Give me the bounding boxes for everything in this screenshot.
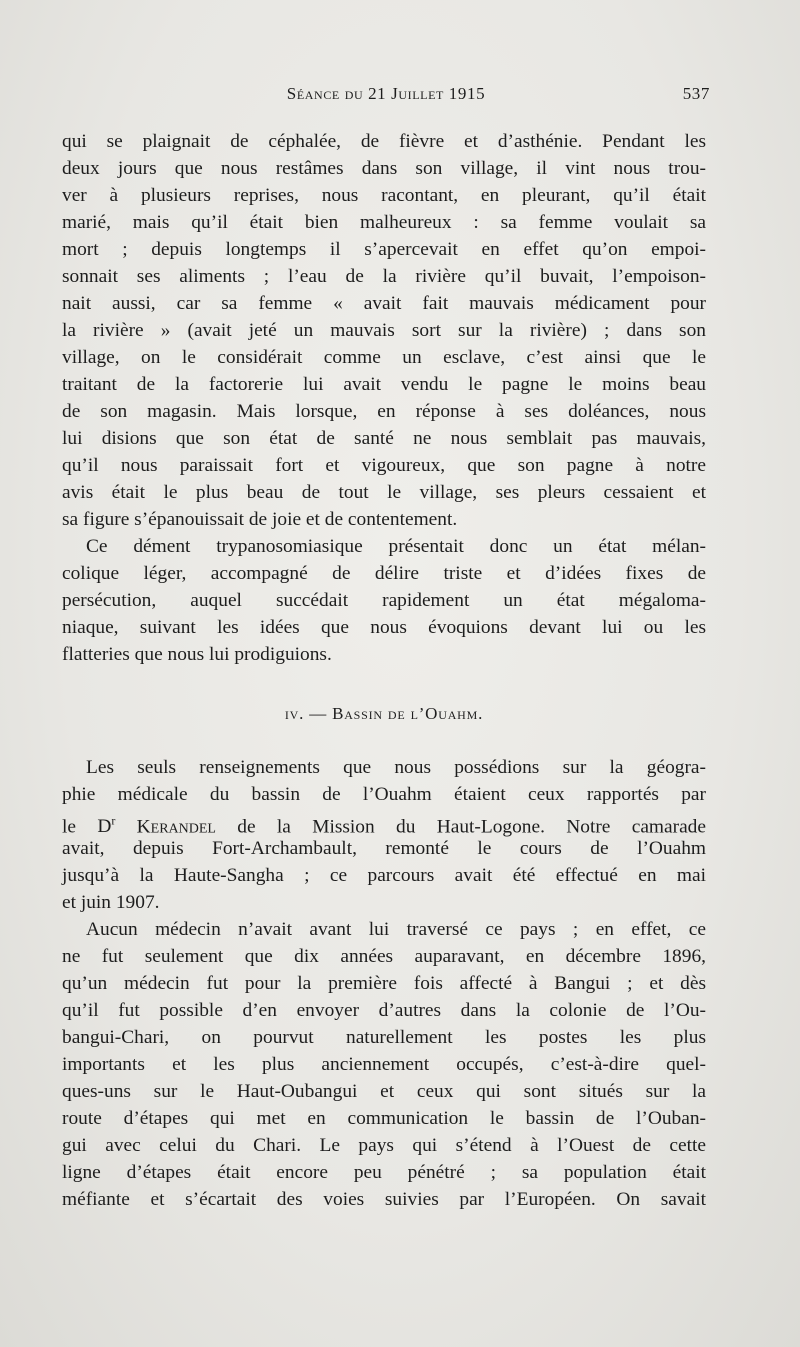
paragraph-2 [62,533,706,668]
text-line: ver à plusieurs reprises, nous racontant, en pleurant, qu’il était [62,185,706,206]
text-line: route d’étapes qui met en communication le bassin de l’Ouban- [62,1108,706,1129]
text-line: qu’un médecin fut pour la première fois affecté à Bangui ; et dès [62,973,706,994]
body-text [62,128,706,1213]
running-title: Séance du 21 Juillet 1915 [286,84,486,103]
text-line: village, on le considérait comme un esclave, c’est ainsi que le [62,347,706,368]
text-line: nait aussi, car sa femme « avait fait mauvais médicament pour [62,293,706,314]
text-line: ques-uns sur le Haut-Oubangui et ceux qui sont situés sur la [62,1081,706,1102]
text-line: Aucun médecin n’avait avant lui traversé ce pays ; en effet, ce [86,919,706,940]
paragraph-1 [62,128,706,533]
text-line: méfiante et s’écartait des voies suivies par l’Européen. On savait [62,1189,706,1210]
text-line: lui disions que son état de santé ne nous semblait pas mauvais, [62,428,706,449]
text-line: avis était le plus beau de tout le village, ses pleurs cessaient et [62,482,706,503]
text-line: jusqu’à la Haute-Sangha ; ce parcours avait été effectué en mai [62,865,706,886]
section-dash: — [309,704,327,723]
text-line: persécution, auquel succédait rapidement un état mégaloma- [62,590,706,611]
text-line: ligne d’étapes était encore peu pénétré ; sa population était [62,1162,706,1183]
text-line: la rivière » (avait jeté un mauvais sort sur la rivière) ; dans son [62,320,706,341]
text-line: qu’il fut possible d’en envoyer d’autres dans la colonie de l’Ou- [62,1000,706,1021]
text-line: et juin 1907. [62,892,160,913]
doctor-title: $D^r$ [97,814,116,838]
text-line: flatteries que nous lui prodiguions. [62,644,332,665]
text-line: sonnait ses aliments ; l’eau de la rivière qu’il buvait, l’empoison- [62,266,706,287]
text-line: sa figure s’épanouissait de joie et de contentement. [62,509,458,530]
text-line: Ce dément trypanosomiasique présentait donc un état mélan- [86,536,706,557]
text-line: le $D^r$ Kerandel de la Mission du Haut-Logone. Notre camarade [62,814,706,838]
section-heading [62,701,706,727]
text-line: importants et les plus anciennement occupés, c’est-à-dire quel- [62,1054,706,1075]
text-line: colique léger, accompagné de délire triste et d’idées fixes de [62,563,706,584]
text-line: de son magasin. Mais lorsque, en réponse à ses doléances, nous [62,401,706,422]
paragraph-3 [62,754,706,916]
text-line: Les seuls renseignements que nous possédions sur la géogra- [86,757,706,778]
doctor-name: Kerandel [136,816,216,838]
text-line: bangui-Chari, on pourvut naturellement les postes les plus [62,1027,706,1048]
text-line: deux jours que nous restâmes dans son village, il vint nous trou- [62,158,706,179]
text-line: avait, depuis Fort-Archambault, remonté le cours de l’Ouahm [62,838,706,859]
paragraph-4 [62,916,706,1213]
text-line: marié, mais qu’il était bien malheureux : sa femme voulait sa [62,212,706,233]
section-number: iv. [284,704,305,723]
text-line: phie médicale du bassin de l’Ouahm étaient ceux rapportés par [62,784,706,805]
text-line: qui se plaignait de céphalée, de fièvre et d’asthénie. Pendant les [62,131,706,152]
page-number: 537 [682,84,710,103]
text-line: traitant de la factorerie lui avait vendu le pagne le moins beau [62,374,706,395]
text-line: niaque, suivant les idées que nous évoquions devant lui ou les [62,617,706,638]
text-line: gui avec celui du Chari. Le pays qui s’étend à l’Ouest de cette [62,1135,706,1156]
text-line: ne fut seulement que dix années auparavant, en décembre 1896, [62,946,706,967]
text-line: qu’il nous paraissait fort et vigoureux, que son pagne à notre [62,455,706,476]
section-title: Bassin de l’Ouahm. [332,704,484,723]
text-line: mort ; depuis longtemps il s’apercevait en effet qu’on empoi- [62,239,706,260]
running-head [62,84,710,108]
